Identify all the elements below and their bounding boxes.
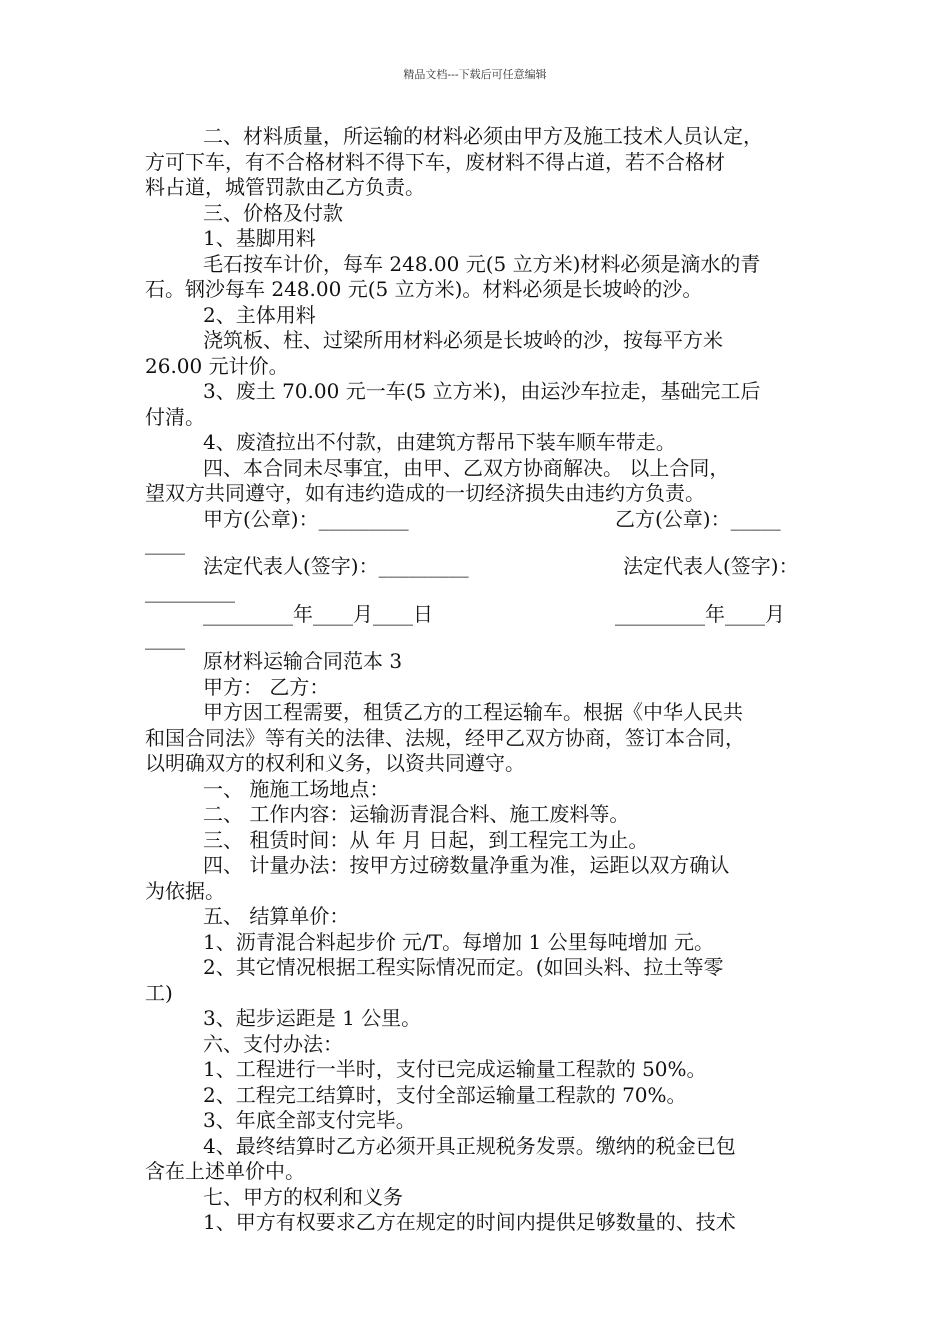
paragraph-line: 二、材料质量，所运输的材料必须由甲方及施工技术人员认定， [203, 124, 763, 148]
clause-line: 2、其它情况根据工程实际情况而定。(如回头料、拉土等零 [203, 955, 724, 979]
paragraph-line: 3、废土 70.00 元一车(5 立方米)，由运沙车拉走，基础完工后 [203, 379, 761, 403]
party-a-date: _________年____月____日 [203, 601, 433, 626]
section-heading: 三、价格及付款 [203, 200, 343, 225]
clause-line: 一、 施施工场地点： [203, 776, 390, 801]
page-header: 精品文档---下载后可任意编辑 [403, 68, 547, 81]
signature-date-row [145, 602, 820, 628]
subsection-heading: 2、主体用料 [203, 302, 316, 327]
parties-line: 甲方： 乙方： [203, 674, 330, 699]
party-b-representative: 法定代表人(签字)： [623, 554, 799, 578]
paragraph-line: 石。钢沙每车 248.00 元(5 立方米)。材料必须是长坡岭的沙。 [145, 277, 703, 301]
paragraph-line: 甲方因工程需要，租赁乙方的工程运输车。根据《中华人民共 [203, 700, 743, 724]
contract-title: 原材料运输合同范本 3 [203, 649, 403, 673]
paragraph-line: 四、本合同未尽事宜，由甲、乙双方协商解决。 以上合同， [203, 455, 730, 480]
document-body [145, 124, 820, 1236]
clause-line: 4、最终结算时乙方必须开具正规税务发票。缴纳的税金已包 [203, 1133, 736, 1158]
clause-line: 1、甲方有权要求乙方在规定的时间内提供足够数量的、技术 [203, 1210, 736, 1234]
signature-line-cont: _________ [145, 578, 235, 603]
clause-line: 二、 工作内容：运输沥青混合料、施工废料等。 [203, 802, 630, 826]
party-b-seal: 乙方(公章)：_____ [615, 506, 781, 531]
clause-line: 七、甲方的权利和义务 [203, 1184, 403, 1209]
clause-line: 含在上述单价中。 [145, 1159, 305, 1183]
clause-line: 1、沥青混合料起步价 元/T。每增加 1 公里每吨增加 元。 [203, 929, 714, 954]
paragraph-line: 以明确双方的权利和义务，以资共同遵守。 [145, 751, 525, 775]
clause-line: 六、支付办法： [203, 1031, 343, 1056]
clause-line: 工) [145, 980, 173, 1005]
clause-line: 五、 结算单价： [203, 904, 350, 928]
party-a-seal: 甲方(公章)：_________ [203, 506, 409, 531]
paragraph-line: 浇筑板、柱、过梁所用材料必须是长坡岭的沙，按每平方米 [203, 328, 723, 352]
subsection-heading: 1、基脚用料 [203, 226, 316, 250]
signature-line-cont: ____ [145, 626, 185, 650]
signature-line-cont: ____ [145, 531, 185, 555]
paragraph-line: 付清。 [145, 404, 205, 429]
paragraph-line: 料占道，城管罚款由乙方负责。 [145, 175, 425, 199]
paragraph-line: 26.00 元计价。 [145, 353, 289, 378]
clause-line: 3、起步运距是 1 公里。 [203, 1006, 422, 1030]
clause-line: 为依据。 [145, 878, 225, 903]
clause-line: 3、年底全部支付完毕。 [203, 1108, 416, 1132]
clause-line: 四、 计量办法：按甲方过磅数量净重为准，运距以双方确认 [203, 853, 730, 877]
paragraph-line: 毛石按车计价，每车 248.00 元(5 立方米)材料必须是滴水的青 [203, 251, 761, 276]
signature-rep-row [145, 554, 820, 580]
clause-line: 三、 租赁时间：从 年 月 日起，到工程完工为止。 [203, 827, 649, 852]
party-a-representative: 法定代表人(签字)：_________ [203, 554, 469, 578]
party-b-date: _________年____月 [615, 601, 785, 626]
paragraph-line: 方可下车，有不合格材料不得下车，废材料不得占道，若不合格材 [145, 149, 725, 174]
signature-seal-row [145, 507, 820, 533]
paragraph-line: 望双方共同遵守，如有违约造成的一切经济损失由违约方负责。 [145, 481, 705, 505]
paragraph-line: 和国合同法》等有关的法律、法规，经甲乙双方协商，签订本合同， [145, 725, 745, 750]
clause-line: 1、工程进行一半时，支付已完成运输量工程款的 50%。 [203, 1057, 707, 1081]
clause-line: 2、工程完工结算时，支付全部运输量工程款的 70%。 [203, 1082, 687, 1107]
paragraph-line: 4、废渣拉出不付款，由建筑方帮吊下装车顺车带走。 [203, 430, 676, 454]
